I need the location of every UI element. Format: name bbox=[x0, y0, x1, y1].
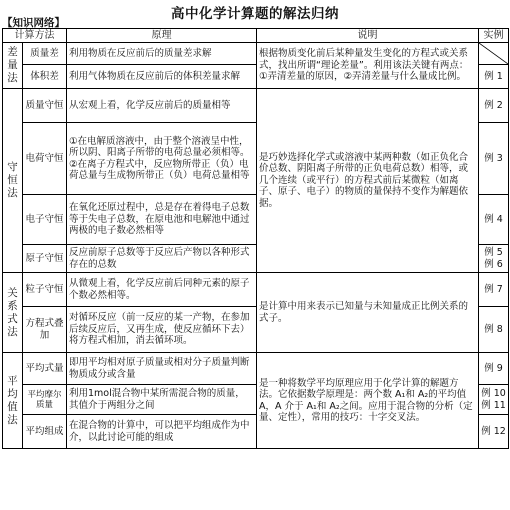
principle-cell: 即用平均相对原子质量或相对分子质量判断物质成分或含量 bbox=[67, 353, 257, 385]
methods-table bbox=[2, 28, 509, 449]
principle-cell: 利用1mol混合物中某所需混合物的质量，其值介于两组分之间 bbox=[67, 385, 257, 415]
principle-cell: 在混合物的计算中，可以把平均组成作为中介，以此讨论可能的组成 bbox=[67, 415, 257, 449]
method-cell: 电子守恒 bbox=[23, 195, 67, 245]
category-cell: 差量法 bbox=[3, 43, 23, 89]
principle-cell: ①在电解质溶液中，由于整个溶液呈中性，所以阴、阳离子所带的电荷总量必须相等。②在离子方程式中，反应物所带正（负）电荷总量与生成物所带正（负）电荷总量相等 bbox=[67, 123, 257, 195]
principle-cell: 在氧化还原过程中，总是存在着得电子总数等于失电子总数，在原电池和电解池中通过两极的电子数必然相等 bbox=[67, 195, 257, 245]
example-cell: 例 5 例 6 bbox=[479, 245, 509, 273]
example-cell: 例 12 bbox=[479, 415, 509, 449]
table-row bbox=[3, 353, 509, 385]
note-cell: 是计算中用来表示已知量与未知量成正比例关系的式子。 bbox=[257, 273, 479, 353]
method-cell: 平均组成 bbox=[23, 415, 67, 449]
category-cell: 平均值法 bbox=[3, 353, 23, 449]
example-cell: 例 8 bbox=[479, 307, 509, 353]
method-cell: 方程式叠加 bbox=[23, 307, 67, 353]
example-cell: 例 2 bbox=[479, 89, 509, 123]
table-row bbox=[3, 89, 509, 123]
method-cell: 平均式量 bbox=[23, 353, 67, 385]
principle-cell: 从宏观上看，化学反应前后的质量相等 bbox=[67, 89, 257, 123]
method-cell: 原子守恒 bbox=[23, 245, 67, 273]
table-row bbox=[3, 273, 509, 307]
table-row bbox=[3, 43, 509, 65]
principle-cell: 利用气体物质在反应前后的体积差量求解 bbox=[67, 65, 257, 89]
empty-example-cell bbox=[479, 43, 509, 65]
example-cell: 例 7 bbox=[479, 273, 509, 307]
category-cell: 守恒法 bbox=[3, 89, 23, 273]
note-cell: 根据物质变化前后某种量发生变化的方程式或关系式，找出所谓“理论差量”。利用该法关键有两点：①弄清差量的原因，②弄清差量与什么量成比例。 bbox=[257, 43, 479, 89]
category-cell: 关系式法 bbox=[3, 273, 23, 353]
method-cell: 电荷守恒 bbox=[23, 123, 67, 195]
table-header-row bbox=[3, 29, 509, 43]
header-method: 计算方法 bbox=[3, 29, 67, 43]
example-cell: 例 1 bbox=[479, 65, 509, 89]
page-title: 高中化学计算题的解法归纳 bbox=[171, 6, 339, 22]
principle-cell: 对循环反应（前一反应的某一产物，在参加后续反应后，又再生成，使反应循环下去）将方程式相加，消去循环项。 bbox=[67, 307, 257, 353]
method-cell: 粒子守恒 bbox=[23, 273, 67, 307]
principle-cell: 从微观上看，化学反应前后同种元素的原子个数必然相等。 bbox=[67, 273, 257, 307]
principle-cell: 反应前原子总数等于反应后产物以各种形式存在的总数 bbox=[67, 245, 257, 273]
method-cell: 体积差 bbox=[23, 65, 67, 89]
header-principle: 原理 bbox=[67, 29, 257, 43]
example-cell: 例 10 例 11 bbox=[479, 385, 509, 415]
principle-cell: 利用物质在反应前后的质量差求解 bbox=[67, 43, 257, 65]
header-note: 说明 bbox=[257, 29, 479, 43]
note-cell: 是一种将数学平均原理应用于化学计算的解题方法。它依据数学原理是：两个数 A₁和 A₂的平均值 A，A 介于 A₁和 A₂之间。应用于混合物的分析（定量、定性），常用的技巧：十字交叉法。 bbox=[257, 353, 479, 449]
example-cell: 例 3 bbox=[479, 123, 509, 195]
method-cell: 平均摩尔质量 bbox=[23, 385, 67, 415]
note-cell: 是巧妙选择化学式或溶液中某两种数（如正负化合价总数、阴阳离子所带的正负电荷总数）相等，或几个连续（或平行）的方程式前后某微粒（如离子、原子、电子）的物质的量保持不变作为解题依据。 bbox=[257, 89, 479, 273]
example-cell: 例 9 bbox=[479, 353, 509, 385]
diagonal-line-icon bbox=[479, 43, 508, 64]
example-cell: 例 4 bbox=[479, 195, 509, 245]
method-cell: 质量守恒 bbox=[23, 89, 67, 123]
method-cell: 质量差 bbox=[23, 43, 67, 65]
section-tag: 【知识网络】 bbox=[2, 17, 65, 29]
header-example: 实例 bbox=[479, 29, 509, 43]
